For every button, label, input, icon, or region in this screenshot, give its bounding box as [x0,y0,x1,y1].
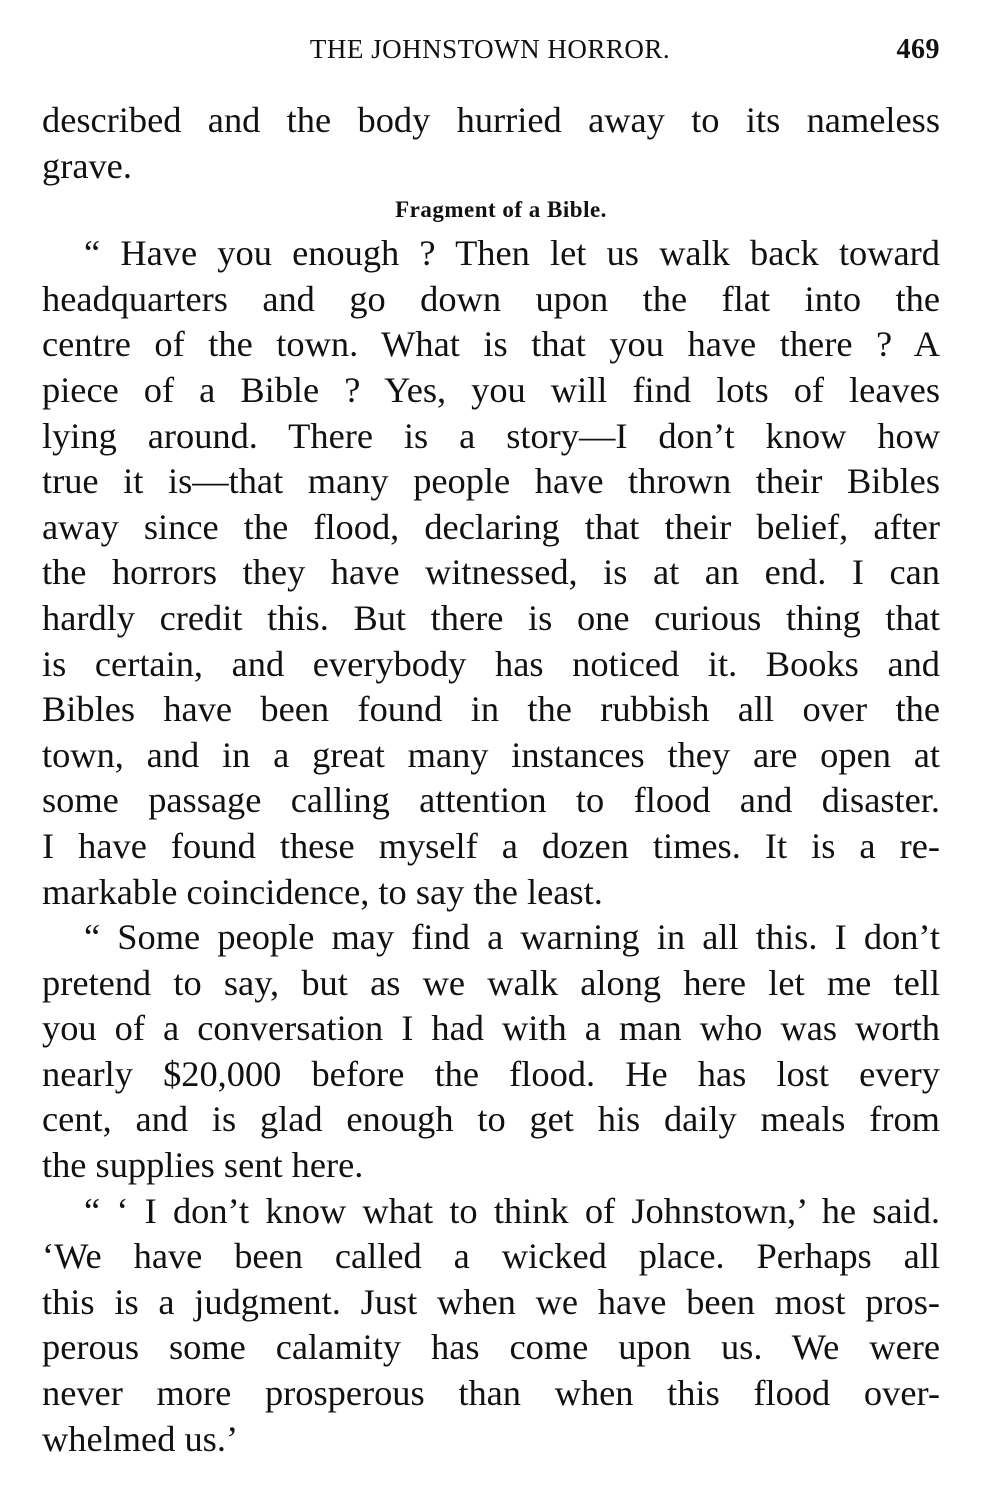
text-line: “ Some people may find a warning in all this. I don’t [84,917,940,958]
text-line: perous some calamity has come upon us. We were [42,1327,940,1368]
text-line: you of a conversation I had with a man who was worth [42,1008,940,1049]
text-line: “ Have you enough ? Then let us walk back toward [84,233,940,274]
text-line: I have found these myself a dozen times. It is a re- [42,825,940,866]
text-line: headquarters and go down upon the flat into the [42,278,940,319]
running-title: THE JOHNSTOWN HORROR. [309,34,671,64]
text-line: ‘We have been called a wicked place. Perhaps all [42,1236,940,1277]
text-line: pretend to say, but as we walk along here let me tell [42,962,940,1003]
text-line: true it is—that many people have thrown their Bibles [42,461,940,502]
text-line: never more prosperous than when this flood over- [42,1373,940,1414]
text-line: “ ‘ I don’t know what to think of Johnstown,’ he said. [84,1190,940,1231]
text-line: markable coincidence, to say the least. [42,871,603,912]
text-line: is certain, and everybody has noticed it. Books and [42,643,940,684]
text-line: centre of the town. What is that you have there ? A [42,324,940,365]
text-line: whelmed us.’ [42,1418,239,1459]
text-line: cent, and is glad enough to get his daily meals from [42,1099,940,1140]
text-line: nearly $20,000 before the flood. He has lost every [42,1053,940,1094]
text-line: town, and in a great many instances they are open at [42,734,940,775]
text-line: described and the body hurried away to its nameless [42,100,940,140]
text-line: grave. [42,145,132,186]
body-text [42,98,940,1462]
text-line: hardly credit this. But there is one curious thing that [42,597,940,638]
text-line: Bibles have been found in the rubbish all over the [42,689,940,730]
text-line: some passage calling attention to flood and disaster. [42,780,940,821]
running-head [40,34,940,74]
text-line: away since the flood, declaring that their belief, after [42,506,940,547]
page-number: 469 [896,34,940,65]
text-line: lying around. There is a story—I don’t know how [42,415,940,456]
text-line: the horrors they have witnessed, is at an end. I can [42,552,940,593]
section-heading: Fragment of a Bible. [395,197,607,223]
text-line: this is a judgment. Just when we have been most pros- [42,1281,940,1322]
text-line: the supplies sent here. [42,1145,364,1186]
text-line: piece of a Bible ? Yes, you will find lots of leaves [42,369,940,410]
